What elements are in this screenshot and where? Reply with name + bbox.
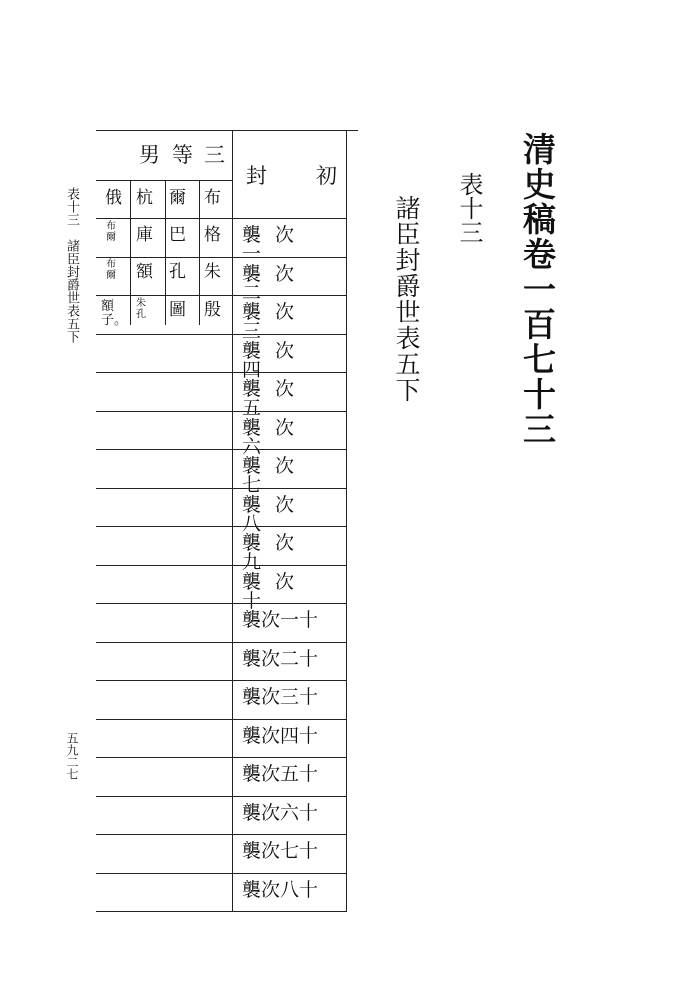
holder-char: 圖: [169, 300, 186, 320]
succession-table: [96, 130, 358, 912]
succession-row-label: 襲次三十: [242, 686, 319, 708]
succession-row-label: 襲次 六: [242, 416, 342, 458]
row-divider: [96, 372, 346, 373]
margin-heading: 表十三 諸臣封爵世表五下: [64, 187, 79, 343]
holder-note: 朱孔: [136, 298, 146, 320]
succession-row-label: 襲次 九: [242, 532, 342, 573]
table-top-border: [96, 130, 358, 131]
holder-note: 額子。: [101, 299, 128, 328]
succession-row-label: 襲次 八: [242, 493, 342, 535]
holder-char: 殷: [204, 300, 221, 320]
holder-char: 杭: [136, 188, 153, 208]
row-divider: [96, 757, 346, 758]
row-divider: [96, 488, 346, 489]
rank-char-1: 三: [204, 143, 225, 167]
rank-char-2: 等: [172, 143, 193, 167]
table-bottom-border: [96, 911, 346, 912]
row-divider: [96, 603, 346, 604]
holder-note: 布爾: [106, 259, 116, 281]
holder-note: 布爾: [106, 221, 116, 243]
book-title: 清史稿卷一百七十三: [518, 132, 557, 447]
row-divider: [96, 218, 346, 219]
succession-row-label: 襲次八十: [242, 878, 319, 901]
row-divider: [96, 295, 346, 296]
header-second-char: 封: [246, 164, 267, 188]
holder-char: 孔: [169, 262, 186, 282]
succession-row-label: 襲次 四: [242, 339, 342, 381]
holder-subdivider-3: [165, 180, 166, 325]
holder-char: 額: [136, 262, 153, 282]
header-first-char: 初: [316, 164, 337, 188]
holder-char: 爾: [169, 188, 186, 208]
table-title: 諸臣封爵世表五下: [392, 195, 421, 403]
holder-char: 庫: [136, 225, 153, 245]
rank-char-3: 男: [139, 143, 160, 167]
holder-char: 朱: [204, 262, 221, 282]
succession-row-label: 襲次 七: [242, 455, 342, 496]
succession-row-label: 襲次六十: [242, 801, 319, 824]
holder-subdivider-2: [130, 180, 131, 325]
row-divider: [96, 680, 346, 681]
succession-row-label: 襲次二十: [242, 647, 319, 670]
succession-row-label: 襲次 一: [242, 224, 342, 265]
holder-char: 巴: [169, 225, 186, 245]
row-divider: [96, 449, 346, 450]
rank-header-line: [96, 180, 232, 181]
holder-char: 俄: [105, 188, 122, 208]
holder-char: 格: [204, 225, 221, 245]
succession-row-label: 襲次五十: [242, 763, 319, 785]
row-divider: [96, 411, 346, 412]
row-divider: [96, 873, 346, 874]
succession-row-label: 襲次 五: [242, 378, 342, 419]
succession-row-label: 襲次七十: [242, 840, 319, 862]
holder-subdivider: [199, 180, 200, 325]
holder-char: 布: [204, 188, 221, 208]
row-divider: [96, 526, 346, 527]
succession-row-label: 襲次一十: [242, 609, 319, 631]
row-divider: [96, 257, 346, 258]
row-divider: [96, 719, 346, 720]
succession-row-label: 襲次四十: [242, 724, 319, 747]
succession-row-label: 襲次 十: [242, 570, 342, 612]
row-divider: [96, 565, 346, 566]
succession-row-label: 襲次 三: [242, 301, 342, 342]
row-divider: [96, 334, 346, 335]
row-divider: [96, 796, 346, 797]
row-divider: [96, 834, 346, 835]
row-divider: [96, 642, 346, 643]
succession-row-label: 襲次 二: [242, 262, 342, 304]
table-number: 表十三: [455, 172, 483, 244]
page-number: 五九二七: [65, 732, 79, 780]
